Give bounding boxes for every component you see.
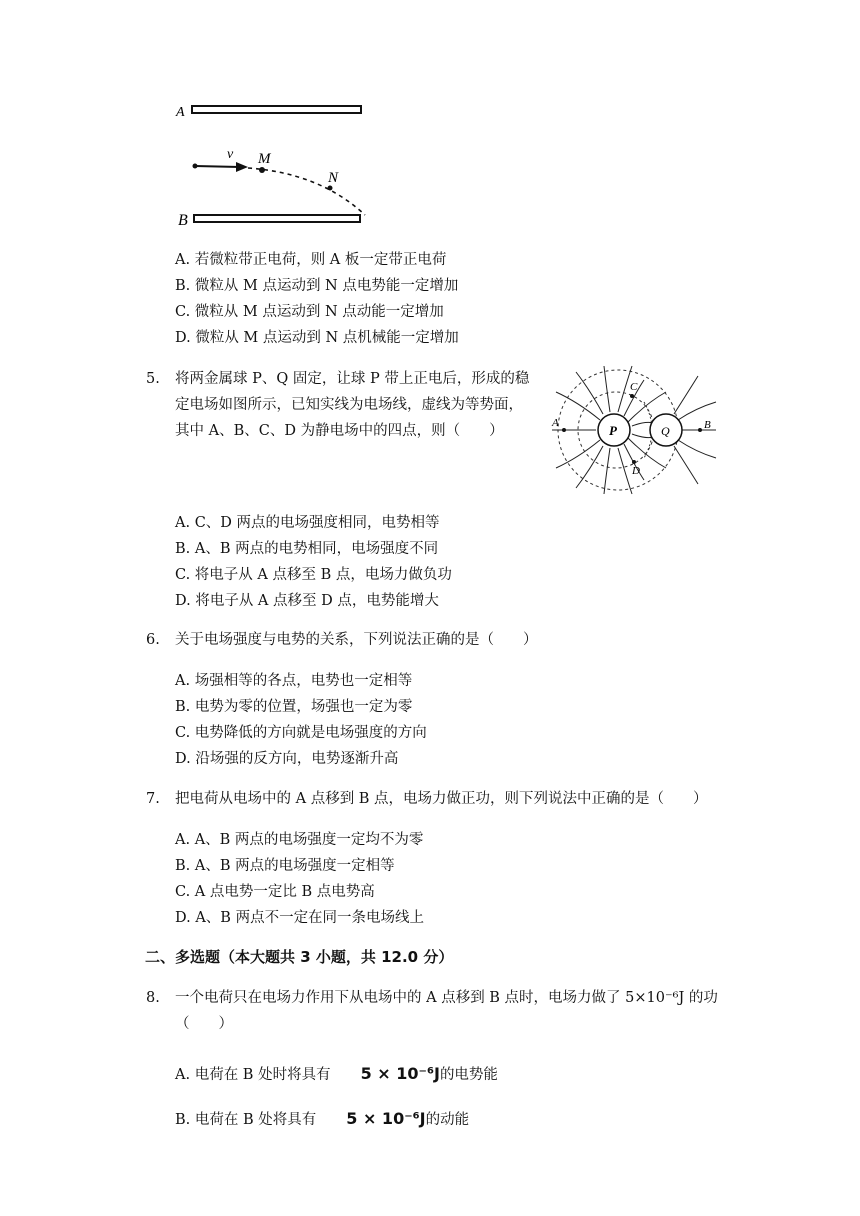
point-c — [630, 394, 634, 398]
q8-stem-line-1: 一个电荷只在电场力作用下从电场中的 A 点移到 B 点时，电场力做了 5×10⁻⁶J 的功 — [175, 990, 718, 1006]
velocity-arrow — [195, 166, 240, 167]
q4-label-b: B — [178, 212, 188, 229]
q5-option-b: B. A、B 两点的电势相同，电场强度不同 — [175, 541, 439, 557]
q7-option-b: B. A、B 两点的电场强度一定相等 — [175, 858, 395, 874]
q5-option-c: C. 将电子从 A 点移至 B 点，电场力做负功 — [175, 567, 452, 583]
point-m — [259, 167, 265, 173]
q4-label-m: M — [258, 151, 271, 167]
q4-option-d: D. 微粒从 M 点运动到 N 点机械能一定增加 — [175, 330, 459, 346]
label-a: A — [552, 417, 559, 429]
q6-number: 6. — [146, 632, 160, 648]
q5-stem-line-1: 将两金属球 P、Q 固定，让球 P 带上正电后，形成的稳 — [175, 371, 530, 387]
point-a — [562, 428, 566, 432]
point-n — [328, 186, 333, 191]
q4-option-b: B. 微粒从 M 点运动到 N 点电势能一定增加 — [175, 278, 459, 294]
label-d: D — [632, 465, 640, 477]
q4-option-c: C. 微粒从 M 点运动到 N 点动能一定增加 — [175, 304, 444, 320]
label-b: B — [704, 419, 711, 431]
q5-stem-line-3: 其中 A、B、C、D 为静电场中的四点，则（ ） — [175, 423, 504, 439]
point-d — [632, 460, 636, 464]
q8-option-a-prefix: A. 电荷在 B 处时将具有 — [175, 1067, 331, 1083]
q5-option-a: A. C、D 两点的电场强度相同，电势相等 — [175, 515, 440, 531]
q5-field-figure — [548, 362, 720, 496]
q6-option-c: C. 电势降低的方向就是电场强度的方向 — [175, 725, 427, 741]
q8-option-a-formula: 5 × 10⁻⁶J — [360, 1064, 440, 1083]
q4-label-n: N — [328, 170, 339, 186]
plate-a — [192, 106, 361, 113]
q5-stem-line-2: 定电场如图所示，已知实线为电场线，虚线为等势面， — [175, 397, 523, 413]
q7-option-c: C. A 点电势一定比 B 点电势高 — [175, 884, 375, 900]
q7-number: 7. — [146, 791, 160, 807]
q6-stem: 关于电场强度与电势的关系，下列说法正确的是（ ） — [175, 632, 538, 648]
q5-number: 5. — [146, 371, 160, 387]
label-p: P — [609, 423, 617, 438]
q8-option-b — [175, 1109, 469, 1130]
q4-option-a: A. 若微粒带正电荷，则 A 板一定带正电荷 — [175, 252, 447, 268]
velocity-arrowhead — [236, 162, 248, 172]
q7-option-a: A. A、B 两点的电场强度一定均不为零 — [175, 832, 424, 848]
q8-option-b-formula: 5 × 10⁻⁶J — [346, 1109, 426, 1128]
q8-option-b-prefix: B. 电荷在 B 处将具有 — [175, 1112, 317, 1128]
plate-b — [194, 215, 360, 222]
q4-figure — [170, 95, 380, 235]
q8-option-b-suffix: 的动能 — [425, 1112, 470, 1128]
point-b — [698, 428, 702, 432]
q6-option-d: D. 沿场强的反方向，电势逐渐升高 — [175, 751, 399, 767]
q7-option-d: D. A、B 两点不一定在同一条电场线上 — [175, 910, 425, 926]
trajectory — [248, 168, 365, 215]
q6-option-b: B. 电势为零的位置，场强也一定为零 — [175, 699, 413, 715]
q6-option-a: A. 场强相等的各点，电势也一定相等 — [175, 673, 413, 689]
q4-label-a: A — [176, 105, 185, 120]
q7-stem: 把电荷从电场中的 A 点移到 B 点，电场力做正功，则下列说法中正确的是（ ） — [175, 791, 708, 807]
q8-option-a-suffix: 的电势能 — [439, 1067, 498, 1083]
section-heading: 二、多选题（本大题共 3 小题，共 12.0 分） — [145, 948, 454, 966]
q8-stem-line-2: （ ） — [175, 1016, 233, 1032]
label-q: Q — [661, 424, 670, 438]
q5-option-d: D. 将电子从 A 点移至 D 点，电势能增大 — [175, 593, 439, 609]
q8-number: 8. — [146, 990, 160, 1006]
q8-option-a — [175, 1064, 498, 1085]
q4-label-v: v — [227, 147, 234, 162]
label-c: C — [630, 381, 638, 393]
